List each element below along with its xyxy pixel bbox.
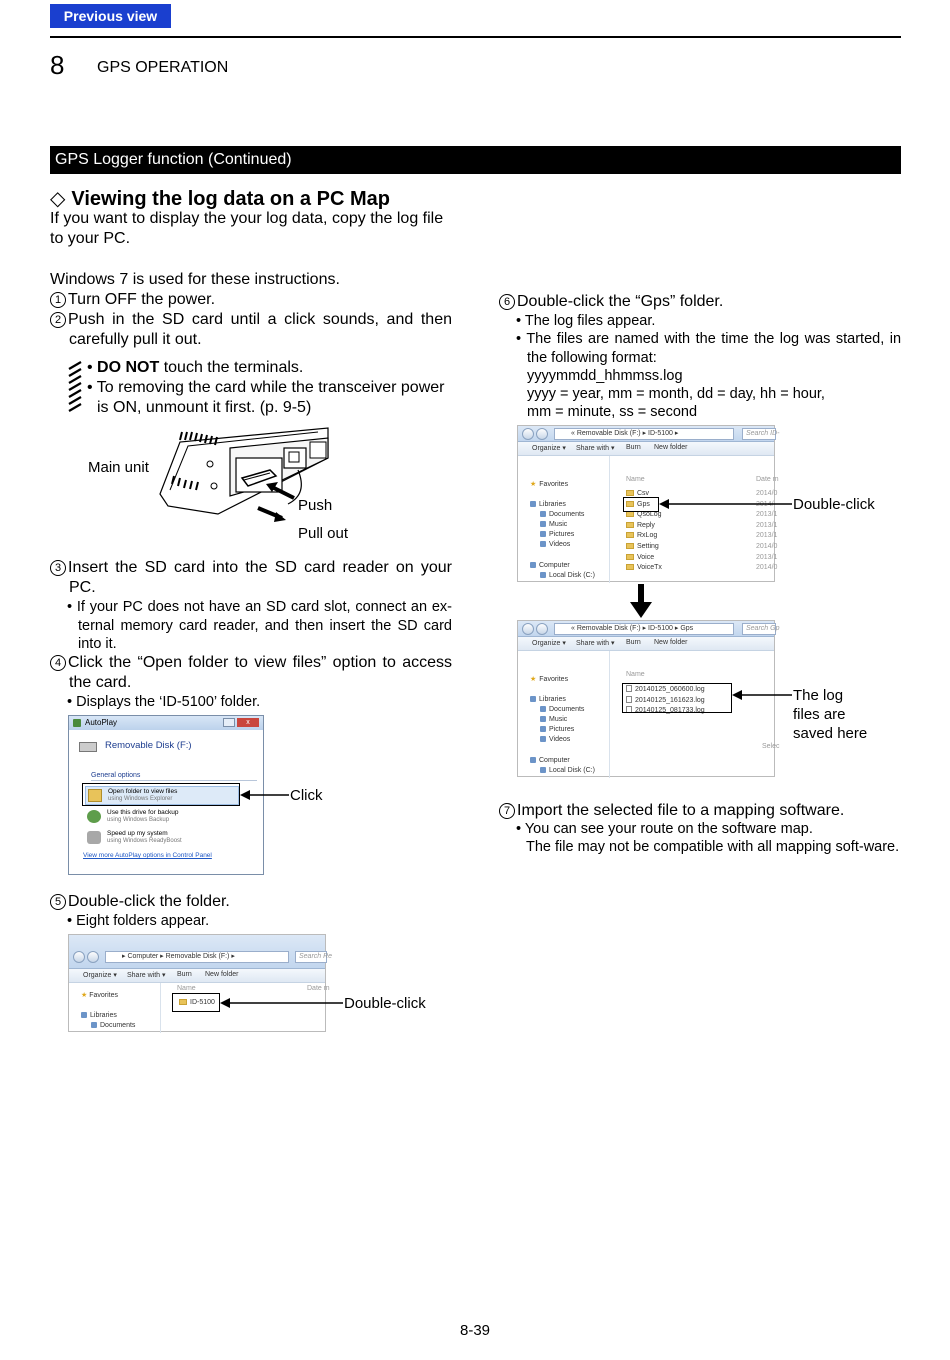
- folder-icon: [626, 554, 634, 560]
- log-files-callout: [793, 686, 867, 743]
- explorer-toolbar: [518, 637, 774, 651]
- divider: [91, 780, 257, 781]
- folder-date: 2013/1: [756, 553, 778, 561]
- star-icon: ★: [81, 992, 88, 999]
- step-text: Push in the SD card until a click sounds, and then carefully pull it out.: [68, 311, 452, 348]
- previous-view-button[interactable]: Previous view: [50, 4, 171, 28]
- autoplay-titlebar: [69, 716, 263, 730]
- organize-menu[interactable]: Organize ▾: [83, 972, 117, 979]
- step-4: [50, 653, 452, 693]
- nav-icon: [540, 706, 546, 712]
- organize-menu[interactable]: Organize ▾: [532, 640, 566, 647]
- explorer-titlebar: [518, 426, 780, 442]
- folder-row[interactable]: [626, 522, 655, 529]
- nav-libraries[interactable]: Libraries: [81, 1012, 117, 1019]
- option-subtitle: using Windows Backup: [107, 817, 170, 823]
- arrow-icon: [240, 789, 290, 801]
- nav-icon: [540, 541, 546, 547]
- nav-icon: [530, 757, 536, 763]
- folder-date: 2014/0: [756, 543, 778, 550]
- option-title: Speed up my system: [107, 830, 168, 837]
- nav-label: Libraries: [539, 501, 566, 508]
- chapter-title: GPS OPERATION: [97, 59, 229, 76]
- folder-name: Voice: [637, 553, 655, 561]
- autoplay-more-link[interactable]: View more AutoPlay options in Control Panel: [83, 852, 212, 859]
- step-1: [50, 290, 452, 310]
- step-7-note: The file may not be compatible with all mapping soft-ware.: [526, 839, 900, 855]
- bullet-text: You can see your route on the software map.: [524, 821, 813, 837]
- folder-icon: [626, 511, 634, 517]
- backup-option[interactable]: [85, 808, 239, 827]
- format-legend-2: mm = minute, ss = second: [527, 404, 698, 420]
- nav-label: Local Disk (C:): [549, 767, 595, 774]
- step-7-bullet: • You can see your route on the software map.: [516, 821, 813, 837]
- nav-item[interactable]: [530, 562, 570, 569]
- folder-id5100[interactable]: ID-5100: [179, 999, 215, 1006]
- windows-note: Windows 7 is used for these instructions.: [50, 271, 340, 288]
- step-3: [50, 558, 452, 598]
- folder-date: 2014/0: [756, 490, 778, 497]
- nav-item[interactable]: [540, 726, 574, 733]
- folder-row[interactable]: [626, 532, 657, 539]
- column-name[interactable]: Name: [626, 476, 645, 483]
- nav-label: Computer: [539, 757, 570, 764]
- readyboost-icon: [87, 831, 101, 844]
- nav-favorites[interactable]: ★ Favorites: [81, 992, 119, 999]
- autoplay-icon: [73, 719, 81, 727]
- nav-pane: [518, 651, 610, 778]
- callout-line: files are: [793, 706, 846, 723]
- back-button[interactable]: [522, 428, 534, 440]
- nav-label: Documents: [549, 511, 585, 518]
- bullet-text: If your PC does not have an SD card slot, connect an ex-ternal memory card reader, and then insert the SD card into it.: [76, 599, 452, 652]
- caution-bold: DO NOT: [97, 359, 160, 376]
- explorer-titlebar: [518, 621, 780, 637]
- nav-label: Local Disk (C:): [549, 572, 595, 579]
- option-title: Use this drive for backup: [107, 809, 179, 816]
- option-title: Open folder to view files: [108, 788, 178, 795]
- column-name[interactable]: Name: [626, 671, 645, 678]
- intro-text: If you want to display the your log data, copy the log file to your PC.: [50, 210, 444, 247]
- address-bar[interactable]: ▸ Computer ▸ Removable Disk (F:) ▸: [105, 951, 289, 963]
- burn-button[interactable]: Burn: [177, 971, 192, 978]
- star-icon: ★: [530, 481, 537, 488]
- option-subtitle: using Windows Explorer: [108, 796, 173, 802]
- share-with-menu[interactable]: Share with ▾: [127, 972, 166, 979]
- highlight-box: [623, 497, 659, 512]
- nav-label: Computer: [539, 562, 570, 569]
- nav-item[interactable]: [540, 716, 567, 723]
- folder-date: 2013/1: [756, 532, 778, 540]
- arrow-icon: [732, 689, 793, 701]
- file-name: 20140125_081733.log: [635, 707, 705, 714]
- bullet-text: The log files appear.: [524, 313, 656, 329]
- nav-label: Libraries: [539, 696, 566, 703]
- search-box[interactable]: Search ID-: [742, 428, 776, 440]
- nav-icon: [530, 562, 536, 568]
- nav-item[interactable]: [530, 696, 566, 703]
- folder-date: 2014/0: [756, 564, 778, 572]
- forward-button[interactable]: [536, 623, 548, 635]
- nav-icon: [540, 531, 546, 537]
- nav-item[interactable]: [540, 572, 595, 579]
- folder-row[interactable]: [626, 554, 654, 561]
- diamond-icon: ◇: [50, 188, 66, 210]
- share-with-menu[interactable]: Share with ▾: [576, 640, 615, 647]
- highlight-box: [622, 683, 732, 713]
- step-text: Click the “Open folder to view files” option to access the card.: [68, 654, 452, 691]
- address-bar[interactable]: « Removable Disk (F:) ▸ ID-5100 ▸: [554, 428, 734, 440]
- backup-icon: [87, 810, 101, 823]
- step-6-bullet-1: • The log files appear.: [516, 313, 656, 329]
- folder-icon: [626, 522, 634, 528]
- new-folder-button[interactable]: New folder: [654, 639, 688, 646]
- caution-text: To removing the card while the transceiver power is ON, unmount it first. (p. 9-5): [96, 379, 445, 416]
- arrow-icon: [220, 997, 344, 1009]
- nav-label: Favorites: [539, 676, 569, 683]
- nav-label: Pictures: [549, 726, 575, 733]
- nav-label: Videos: [549, 736, 571, 743]
- step-number: 5: [50, 894, 66, 910]
- step-number: 1: [50, 292, 66, 308]
- documents-icon: [91, 1022, 97, 1028]
- share-with-menu[interactable]: Share with ▾: [576, 445, 615, 452]
- nav-label: Favorites: [539, 481, 569, 488]
- step-3-bullet: • If your PC does not have an SD card slot, connect an ex-ternal memory card reader, and then insert the SD card into it.: [67, 599, 452, 652]
- nav-pane: [69, 983, 161, 1033]
- section-bar: GPS Logger function (Continued): [50, 146, 901, 174]
- explorer-toolbar: [69, 969, 325, 983]
- search-box[interactable]: Search Gp: [742, 623, 776, 635]
- explorer-toolbar: [518, 442, 774, 456]
- step-4-bullet: • Displays the ‘ID-5100’ folder.: [67, 694, 261, 710]
- caution-hatch-icon: [67, 361, 85, 415]
- sd-card-radio-illustration: [158, 424, 333, 534]
- nav-icon: [540, 716, 546, 722]
- step-2: [50, 310, 452, 350]
- nav-label: Music: [549, 521, 568, 528]
- click-callout: Click: [290, 787, 323, 804]
- step-number: 3: [50, 560, 66, 576]
- forward-button[interactable]: [536, 428, 548, 440]
- step-number: 7: [499, 803, 515, 819]
- file-name: 20140125_060600.log: [635, 686, 705, 693]
- folder-name: QsoLog: [637, 511, 662, 519]
- folder-date: 2013/1: [756, 521, 778, 529]
- nav-item[interactable]: [540, 511, 584, 518]
- nav-icon: [540, 521, 546, 527]
- option-subtitle: using Windows ReadyBoost: [107, 838, 182, 844]
- chapter-number: 8: [50, 50, 65, 80]
- header-rule: [50, 36, 901, 38]
- nav-item[interactable]: [530, 501, 566, 508]
- new-folder-button[interactable]: New folder: [205, 971, 239, 978]
- nav-item[interactable]: [530, 675, 568, 683]
- folder-row[interactable]: [626, 511, 662, 518]
- nav-item[interactable]: [540, 767, 595, 774]
- bullet-text: Displays the ‘ID-5100’ folder.: [76, 694, 261, 710]
- folder-icon: [626, 543, 634, 549]
- step-5-bullet: • Eight folders appear.: [67, 913, 210, 929]
- bullet-text: Eight folders appear.: [76, 913, 210, 929]
- step-5: [50, 892, 452, 912]
- nav-item[interactable]: [540, 541, 570, 548]
- nav-icon: [540, 726, 546, 732]
- nav-pane: [518, 456, 610, 583]
- folder-date: 2013/1: [756, 511, 778, 519]
- nav-documents[interactable]: Documents: [91, 1022, 135, 1029]
- caution-2: • To removing the card while the transceiver power is ON, unmount it first. (p. 9-5): [87, 379, 445, 416]
- bullet-text: The files are named with the time the log was started, in the following format:: [526, 331, 902, 366]
- double-click-callout: Double-click: [344, 995, 426, 1012]
- page-number: 8-39: [459, 1322, 491, 1339]
- caution-text: touch the terminals.: [159, 359, 304, 376]
- folder-name: VoiceTx: [637, 564, 662, 572]
- nav-icon: [540, 736, 546, 742]
- general-options-label: General options: [91, 772, 141, 779]
- folder-icon: [626, 490, 634, 496]
- burn-button[interactable]: Burn: [626, 444, 641, 451]
- step-number: 6: [499, 294, 515, 310]
- nav-label: Music: [549, 716, 568, 723]
- folder-row[interactable]: [626, 564, 662, 571]
- callout-line: The log: [793, 687, 844, 704]
- step-7: [499, 801, 901, 821]
- forward-button[interactable]: [87, 951, 99, 963]
- nav-icon: [530, 501, 536, 507]
- format-legend-1: yyyy = year, mm = month, dd = day, hh = hour,: [527, 386, 825, 402]
- folder-icon: [626, 532, 634, 538]
- drive-label: Removable Disk (F:): [105, 740, 192, 751]
- step-text: Turn OFF the power.: [68, 291, 216, 308]
- column-name[interactable]: Name: [177, 985, 196, 992]
- callout-line: saved here: [793, 725, 868, 742]
- folder-name: Gps: [637, 500, 650, 508]
- nav-item[interactable]: [540, 736, 570, 743]
- column-date[interactable]: Date m: [307, 985, 330, 992]
- explorer-window-computer: [68, 934, 333, 1032]
- minimize-button[interactable]: [223, 718, 235, 727]
- step-text: Import the selected file to a mapping software.: [517, 802, 845, 819]
- step-text: Double-click the folder.: [68, 893, 230, 910]
- step-6-bullet-2: • The files are named with the time the log was started, in the following format:: [516, 331, 902, 366]
- nav-icon: [540, 511, 546, 517]
- nav-icon: [540, 572, 546, 578]
- close-button[interactable]: x: [237, 718, 259, 727]
- step-text: Double-click the “Gps” folder.: [517, 293, 724, 310]
- nav-item[interactable]: [540, 521, 567, 528]
- caution-1: • DO NOT touch the terminals.: [87, 359, 304, 376]
- step-6: [499, 292, 901, 312]
- back-button[interactable]: [522, 623, 534, 635]
- folder-name: RxLog: [637, 532, 658, 540]
- nav-label: Videos: [549, 541, 571, 548]
- pull-out-label: Pull out: [298, 525, 349, 542]
- organize-menu[interactable]: Organize ▾: [532, 445, 566, 452]
- search-box[interactable]: Search Re: [295, 951, 327, 963]
- step-number: 4: [50, 655, 66, 671]
- step-number: 2: [50, 312, 66, 328]
- heading-text: Viewing the log data on a PC Map: [71, 188, 390, 210]
- file-name: 20140125_161623.log: [635, 696, 705, 704]
- new-folder-button[interactable]: New folder: [654, 444, 688, 451]
- folder-icon: [626, 564, 634, 570]
- column-date[interactable]: Date m: [756, 476, 779, 483]
- folder-name: Csv: [637, 490, 650, 497]
- folder-row[interactable]: [626, 543, 659, 550]
- folder-row[interactable]: [626, 490, 649, 497]
- highlight-box: [172, 993, 220, 1012]
- nav-item[interactable]: [530, 757, 570, 764]
- explorer-titlebar: [69, 935, 333, 969]
- nav-label: Pictures: [549, 531, 575, 538]
- filename-format: yyyymmdd_hhmmss.log: [527, 368, 683, 384]
- folder-name: Reply: [637, 521, 655, 529]
- step-text: Insert the SD card into the SD card reader on your PC.: [68, 559, 452, 596]
- address-bar[interactable]: « Removable Disk (F:) ▸ ID-5100 ▸ Gps: [554, 623, 734, 635]
- speedup-option[interactable]: [85, 829, 239, 848]
- nav-item[interactable]: [540, 531, 574, 538]
- nav-label: Documents: [549, 706, 585, 713]
- double-click-callout: Double-click: [793, 496, 875, 513]
- section-heading: [50, 186, 390, 211]
- down-arrow-icon: [630, 584, 652, 618]
- arrow-icon: [659, 498, 793, 510]
- main-unit-label: Main unit: [88, 459, 149, 476]
- nav-icon: [530, 696, 536, 702]
- libraries-icon: [81, 1012, 87, 1018]
- nav-item[interactable]: [540, 706, 584, 713]
- drive-icon: [79, 742, 97, 752]
- burn-button[interactable]: Burn: [626, 639, 641, 646]
- status-text: Selec: [762, 743, 780, 750]
- back-button[interactable]: [73, 951, 85, 963]
- autoplay-title: AutoPlay: [85, 718, 118, 727]
- nav-item[interactable]: [530, 480, 568, 488]
- nav-icon: [540, 767, 546, 773]
- folder-date: 2014/: [756, 500, 774, 508]
- highlight-box: [82, 783, 240, 806]
- folder-name: Setting: [637, 543, 659, 550]
- push-label: Push: [298, 497, 333, 514]
- star-icon: ★: [530, 676, 537, 683]
